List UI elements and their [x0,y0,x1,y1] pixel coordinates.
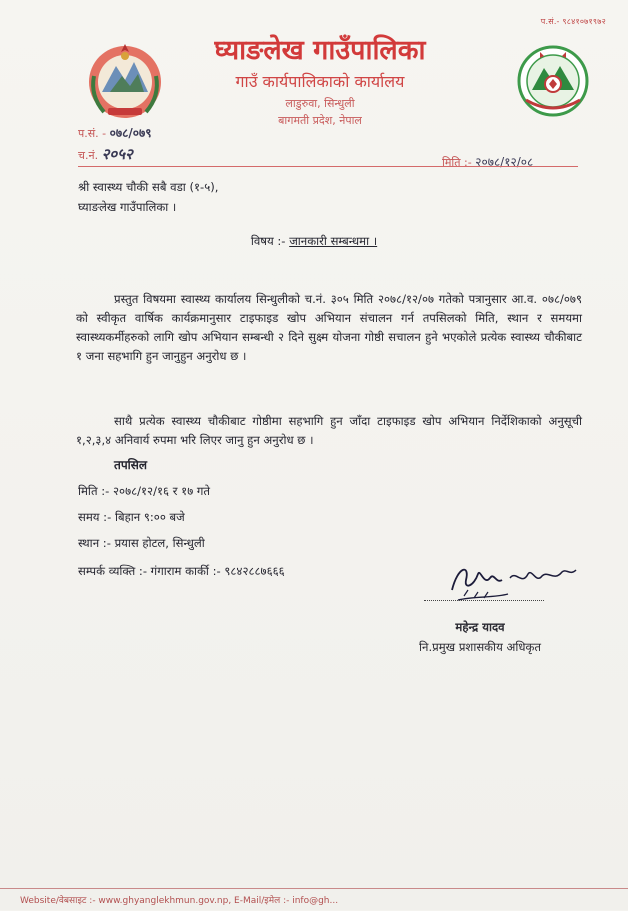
office-name: गाउँ कार्यपालिकाको कार्यालय [235,72,405,91]
subject-text: जानकारी सम्बन्धमा । [289,234,378,248]
addressee-line-1: श्री स्वास्थ्य चौकी सबै वडा (१-५), [78,180,219,194]
ps-reference [78,124,151,141]
signatory-title: नि.प्रमुख प्रशासकीय अधिकृत [419,640,541,654]
detail-contact: सम्पर्क व्यक्ति :- गंगाराम कार्की :- ९८४२८८७६६६ [78,564,285,578]
ps-label: प.सं. - [78,127,107,140]
footer-contact: Website/वेबसाइट :- www.ghyanglekhmun.gov.np, E-Mail/इमेल :- info@gh... [20,896,339,906]
detail-venue: स्थान :- प्रयास होटल, सिन्धुली [78,536,205,550]
ps-value: ०७८/०७९ [109,126,152,140]
cn-reference [78,144,133,164]
details-heading: तपसिल [114,458,148,472]
subject-line [0,232,628,251]
date-value: २०७८/१२/०८ [475,155,534,169]
body-paragraph-2: साथै प्रत्येक स्वास्थ्य चौकीबाट गोष्ठीमा सहभागि हुन जाँदा टाइफाइड खोप अभियान निर्देशिकाको अनुसूची १,२,३,४ अनिवार्य रुपमा भरि लिएर जानु हुन अनुरोध छ । [76,414,582,448]
footer-bar [0,888,628,911]
detail-date: मिति :- २०७८/१२/१६ र १७ गते [78,484,211,498]
header-divider [78,166,578,167]
office-province: बागमती प्रदेश, नेपाल [278,114,362,127]
letter-date [442,153,533,170]
subject-label: विषय :- [250,234,286,248]
date-label: मिति :- [442,156,472,169]
municipality-logo-icon [516,44,590,118]
signature-dotted-line [424,600,544,601]
municipality-name: घ्याङलेख गाउँपालिका [214,35,426,66]
office-location: लाडुरुवा, सिन्धुली [285,97,355,110]
signatory-name: महेन्द्र यादव [455,620,505,634]
cn-label: च.नं. [78,149,99,162]
top-reference-number: प.सं.- ९८४१०७१९७२ [540,17,606,26]
detail-time: समय :- बिहान ९:०० बजे [78,510,185,524]
cn-value: २०५२ [101,145,133,163]
body-paragraph-1: प्रस्तुत विषयमा स्वास्थ्य कार्यालय सिन्धुलीको च.नं. ३०५ मिति २०७८/१२/०७ गतेको पत्रानुसार आ.व. ०७८/०७९ को स्वीकृत वार्षिक कार्यक्रमानुसार टाइफाइड खोप अभियान संचालन गर्न तपसिलको मिति, स्थान र समयमा स्वास्थ्यकर्मीहरुको लागि खोप अभियान सम्बन्धी २ दिने सुक्ष्म योजना गोष्ठी सचालन हुने भएकोले प्रत्येक स्वास्थ्य चौकीबाट १ जना सहभागि हुन जानुहुन अनुरोध छ । [76,292,582,364]
addressee-line-2: घ्याङलेख गाउँपालिका । [78,200,177,214]
